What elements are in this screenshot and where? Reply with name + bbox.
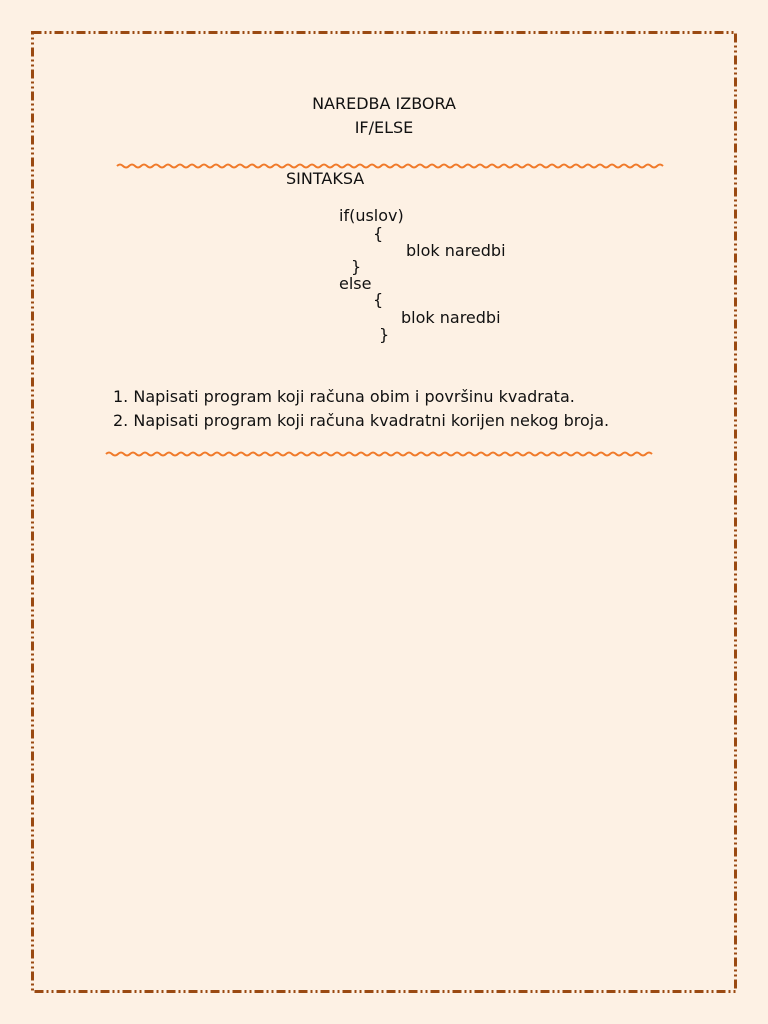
title-line-1: NAREDBA IZBORA [312,94,456,113]
section-heading: SINTAKSA [286,169,365,188]
wavy-divider-bottom [105,448,657,460]
syntax-block-2: blok naredbi [401,308,501,327]
syntax-else-line: else [339,274,372,293]
border-frame [31,31,737,993]
syntax-close-brace-2: } [379,325,390,344]
task-item-1: 1. Napisati program koji računa obim i površinu kvadrata. [113,387,575,406]
syntax-open-brace-1: { [373,224,384,243]
syntax-if-line: if(uslov) [339,206,404,225]
syntax-block-1: blok naredbi [406,241,506,260]
title-line-2: IF/ELSE [354,118,414,137]
wavy-divider-top [116,160,668,172]
syntax-close-brace-1: } [351,257,362,276]
page-border [31,31,737,993]
syntax-open-brace-2: { [373,290,384,309]
task-item-2: 2. Napisati program koji računa kvadratni korijen nekog broja. [113,411,610,430]
